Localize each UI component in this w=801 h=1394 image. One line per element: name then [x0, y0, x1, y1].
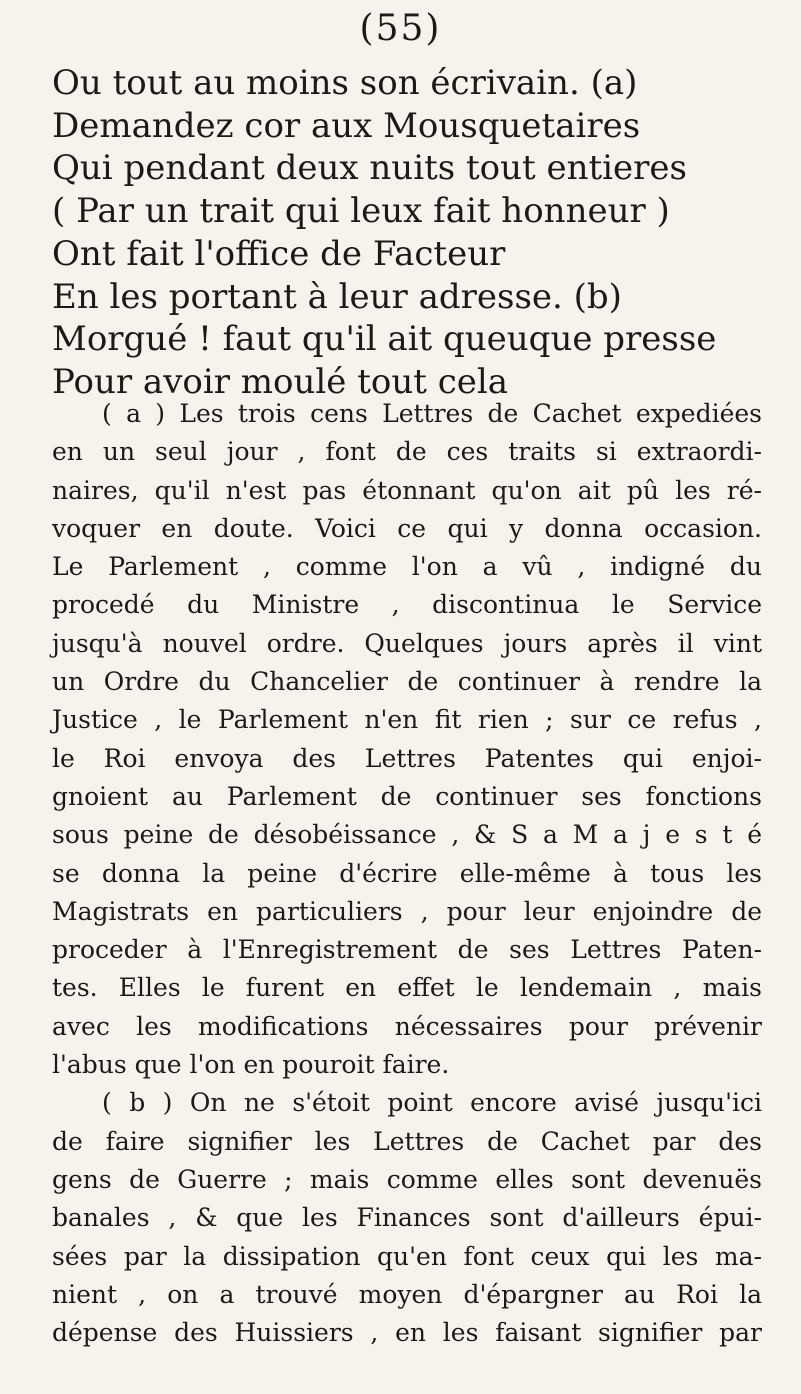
footnote-a-line: proceder à l'Enregistrement de ses Lettres Paten- [52, 935, 762, 965]
verse-line: Qui pendant deux nuits tout entieres [52, 148, 687, 189]
verse-line: Morgué ! faut qu'il ait queuque presse [52, 319, 717, 360]
footnote-a-line: Le Parlement , comme l'on a vû , indigné du [52, 552, 762, 582]
footnote-a-line: Justice , le Parlement n'en fit rien ; sur ce refus , [52, 705, 762, 735]
footnotes-block [52, 395, 762, 1352]
footnote-b-line: ( b ) On ne s'étoit point encore avisé jusqu'ici [102, 1088, 762, 1118]
footnote-a-line: le Roi envoya des Lettres Patentes qui enjoi- [52, 743, 762, 773]
footnote-a-line: se donna la peine d'écrire elle-même à tous les [52, 858, 762, 888]
footnote-b-line: banales , & que les Finances sont d'ailleurs épui- [52, 1203, 762, 1233]
footnote-b-line: de faire signifier les Lettres de Cachet par des [52, 1126, 762, 1156]
footnote-b-line: nient , on a trouvé moyen d'épargner au Roi la [52, 1279, 762, 1309]
verse-line: Ont fait l'office de Facteur [52, 233, 506, 274]
footnote-a-line: en un seul jour , font de ces traits si extraordi- [52, 437, 762, 467]
footnote-a-line: Magistrats en particuliers , pour leur enjoindre de [52, 896, 762, 926]
footnote-a-line: tes. Elles le furent en effet le lendemain , mais [52, 973, 762, 1003]
footnote-a-line: avec les modifications nécessaires pour prévenir [52, 1011, 762, 1041]
verse-line: ( Par un trait qui leux fait honneur ) [52, 191, 670, 232]
footnote-b-line: gens de Guerre ; mais comme elles sont devenuës [52, 1164, 762, 1194]
footnote-a-line: naires, qu'il n'est pas étonnant qu'on ait pû les ré- [52, 475, 762, 505]
footnote-a-line: sous peine de désobéissance , & S a M a j e s t é [52, 820, 762, 850]
verse-block [52, 62, 716, 404]
footnote-a-line: procedé du Ministre , discontinua le Service [52, 590, 762, 620]
verse-line: Pour avoir moulé tout cela [52, 361, 509, 402]
footnote-a-line: voquer en doute. Voici ce qui y donna occasion. [52, 513, 762, 543]
footnote-a-line: ( a ) Les trois cens Lettres de Cachet expediées [102, 399, 762, 428]
verse-line: Demandez cor aux Mousquetaires [52, 105, 641, 146]
footnote-a-line: un Ordre du Chancelier de continuer à rendre la [52, 667, 762, 697]
verse-line: En les portant à leur adresse. (b) [52, 276, 622, 317]
verse-line: Ou tout au moins son écrivain. (a) [52, 63, 638, 103]
footnote-b-line: sées par la dissipation qu'en font ceux qui les ma- [52, 1241, 762, 1271]
page-number: (55) [359, 8, 442, 49]
footnote-a-line: jusqu'à nouvel ordre. Quelques jours après il vint [52, 628, 762, 658]
footnote-a-line: gnoient au Parlement de continuer ses fonctions [52, 781, 762, 811]
footnote-b-line: dépense des Huissiers , en les faisant signifier par [52, 1318, 762, 1348]
footnote-a-line: l'abus que l'on en pouroit faire. [52, 1050, 450, 1080]
